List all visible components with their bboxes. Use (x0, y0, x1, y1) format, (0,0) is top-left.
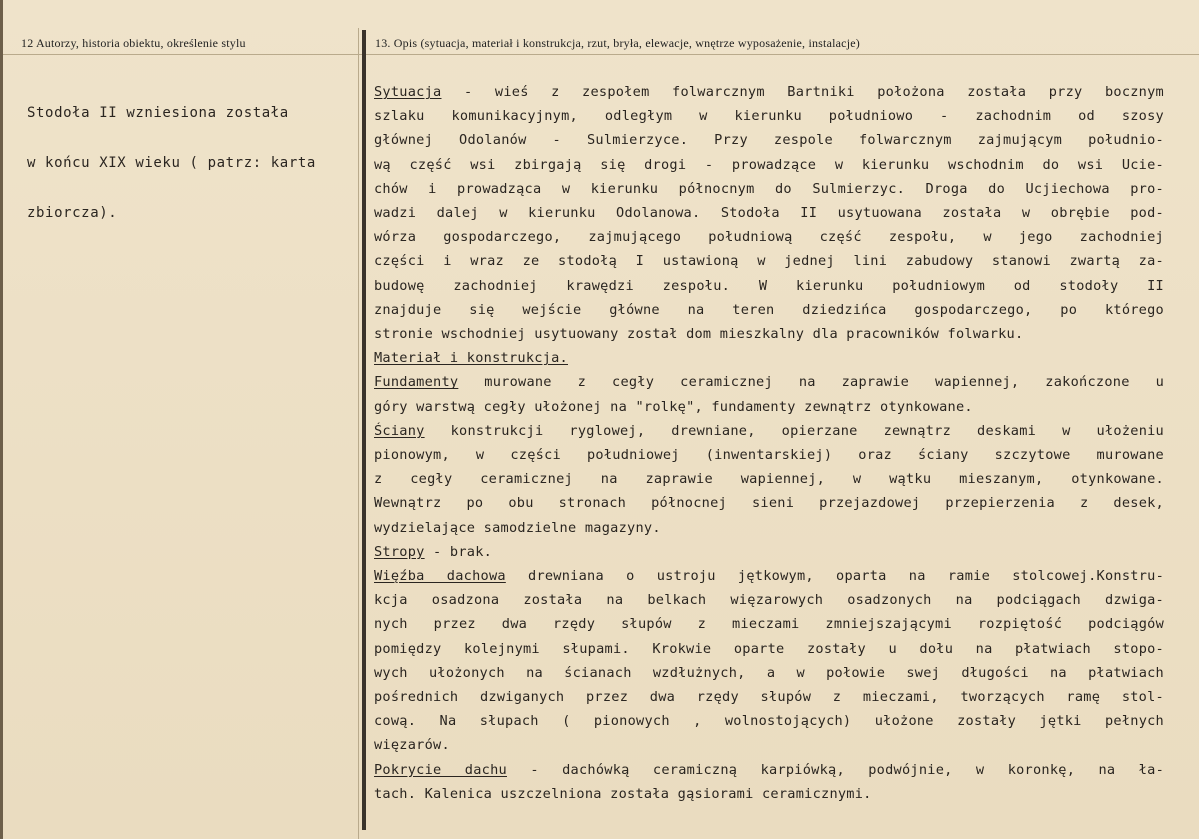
line-text: drewniana o ustroju jętkowym, oparta na ramie stolcowej.Konstru- (505, 568, 1165, 585)
description-line (374, 80, 1164, 104)
description-line (374, 201, 1164, 225)
description-line (374, 346, 1164, 370)
right-column-header: 13. Opis (sytuacja, materiał i konstrukcja, rzut, bryła, elewacje, wnętrze wyposażenie, instalacje) (375, 36, 860, 50)
section-heading: Materiał i konstrukcja. (374, 350, 568, 367)
description-line (374, 612, 1164, 636)
line-text: stronie wschodniej usytuowany został dom mieszkalny dla pracowników folwarku. (374, 326, 1024, 343)
description-line (374, 588, 1164, 612)
section-heading: Pokrycie dachu (374, 761, 507, 778)
line-text: tach. Kalenica uszczelniona została gąsiorami ceramicznymi. (374, 785, 872, 802)
line-text: znajduje się wejście główne na teren dziedzińca gospodarczego, po którego (374, 301, 1164, 318)
line-text: - dachówką ceramiczną karpiówką, podwójnie, w koronkę, na ła- (506, 761, 1165, 778)
line-text: wórza gospodarczego, zajmującego południową część zespołu, w jego zachodniej (374, 229, 1164, 246)
description-line (374, 128, 1164, 152)
line-text: więzarów. (374, 737, 450, 754)
description-line (374, 491, 1164, 515)
description-line (374, 733, 1164, 757)
line-text: pionowym, w części południowej (inwentarskiej) oraz ściany szczytowe murowane (374, 447, 1164, 464)
description-line (374, 153, 1164, 177)
line-text: Wewnątrz po obu stronach północnej sieni przejazdowej przepierzenia z desek, (374, 495, 1164, 512)
line-text: pośrednich dzwiganych przez dwa rzędy słupów z mieczami, tworzących ramę stol- (374, 689, 1164, 706)
line-text: wydzielające samodzielne magazyny. (374, 519, 661, 536)
line-text: pomiędzy kolejnymi słupami. Krokwie oparte zostały u dołu na płatwiach stopo- (374, 640, 1164, 657)
description-line (374, 637, 1164, 661)
section-heading: Sytuacja (374, 84, 442, 100)
line-text: - brak. (424, 543, 493, 560)
line-text: z cegły ceramicznej na zaprawie wapiennej, w wątku mieszanym, otynkowane. (374, 471, 1164, 488)
line-text: konstrukcji ryglowej, drewniane, opierzane zewnątrz deskami w ułożeniu (424, 422, 1164, 439)
line-text: szlaku komunikacyjnym, odległym w kierunku południowo - zachodnim od szosy (374, 108, 1164, 125)
description-line (374, 274, 1164, 298)
line-text: wadzi dalej w kierunku Odolanowa. Stodoła II usytuowana została w obrębie pod- (374, 205, 1164, 222)
line-text: cową. Na słupach ( pionowych , wolnostojących) ułożone zostały jętki pełnych (374, 713, 1164, 730)
left-line: zbiorcza). (27, 205, 118, 221)
description-line (374, 395, 1164, 419)
left-line: Stodoła II wzniesiona została (27, 105, 289, 121)
line-text: kcja osadzona została na belkach więzarowych osadzonych na podciągach dzwiga- (374, 592, 1164, 609)
line-text: nych przez dwa rzędy słupów z mieczami zmniejszającymi rozpiętość podciągów (374, 616, 1164, 633)
authors-history-text (27, 76, 352, 251)
line-text: wych ułożonych na ścianach wzdłużnych, a w połowie swej długości na płatwiach (374, 664, 1164, 681)
line-text: głównej Odolanów - Sulmierzyce. Przy zespole folwarcznym zajmującym południo- (374, 132, 1164, 149)
column-divider (362, 30, 366, 830)
description-line (374, 685, 1164, 709)
description-line (374, 782, 1164, 806)
description-line (374, 516, 1164, 540)
line-text: - wieś z zespołem folwarcznym Bartniki położona została przy bocznym (441, 84, 1164, 100)
description-line (374, 298, 1164, 322)
description-line (374, 419, 1164, 443)
line-text: budowę zachodniej krawędzi zespołu. W kierunku południowym od stodoły II (374, 277, 1164, 294)
section-heading: Więźba dachowa (374, 568, 506, 585)
description-line (374, 249, 1164, 273)
description-line (374, 540, 1164, 564)
line-text: części i wraz ze stodołą I ustawioną w jednej lini zabudowy stanowi zwartą za- (374, 253, 1164, 270)
description-line (374, 322, 1164, 346)
section-heading: Stropy (374, 543, 425, 560)
line-text: wą część wsi zbirgają się drogi - prowadzące w kierunku wschodnim do wsi Uciе- (374, 156, 1164, 173)
line-text: murowane z cegły ceramicznej na zaprawie wapiennej, zakończone u (458, 374, 1164, 391)
description-line (374, 467, 1164, 491)
description-line (374, 225, 1164, 249)
description-line (374, 709, 1164, 733)
left-line: w końcu XIX wieku ( patrz: karta (27, 155, 316, 171)
description-line (374, 104, 1164, 128)
description-line (374, 443, 1164, 467)
description-line (374, 661, 1164, 685)
line-text: chów i prowadząca w kierunku północnym do Sulmierzyc. Droga do Ucjiechowa pro- (374, 180, 1164, 197)
column-divider-thin (358, 28, 359, 839)
description-line (374, 758, 1164, 782)
description-line (374, 564, 1164, 588)
header-rule (3, 54, 1199, 55)
description-line (374, 177, 1164, 201)
left-column-header: 12 Autorzy, historia obiektu, określenie stylu (21, 36, 246, 50)
section-heading: Fundamenty (374, 374, 459, 391)
line-text: góry warstwą cegły ułożonej na "rolkę", fundamenty zewnątrz otynkowane. (374, 398, 973, 415)
section-heading: Ściany (374, 422, 425, 439)
description-line (374, 370, 1164, 394)
description-text (374, 80, 1164, 806)
